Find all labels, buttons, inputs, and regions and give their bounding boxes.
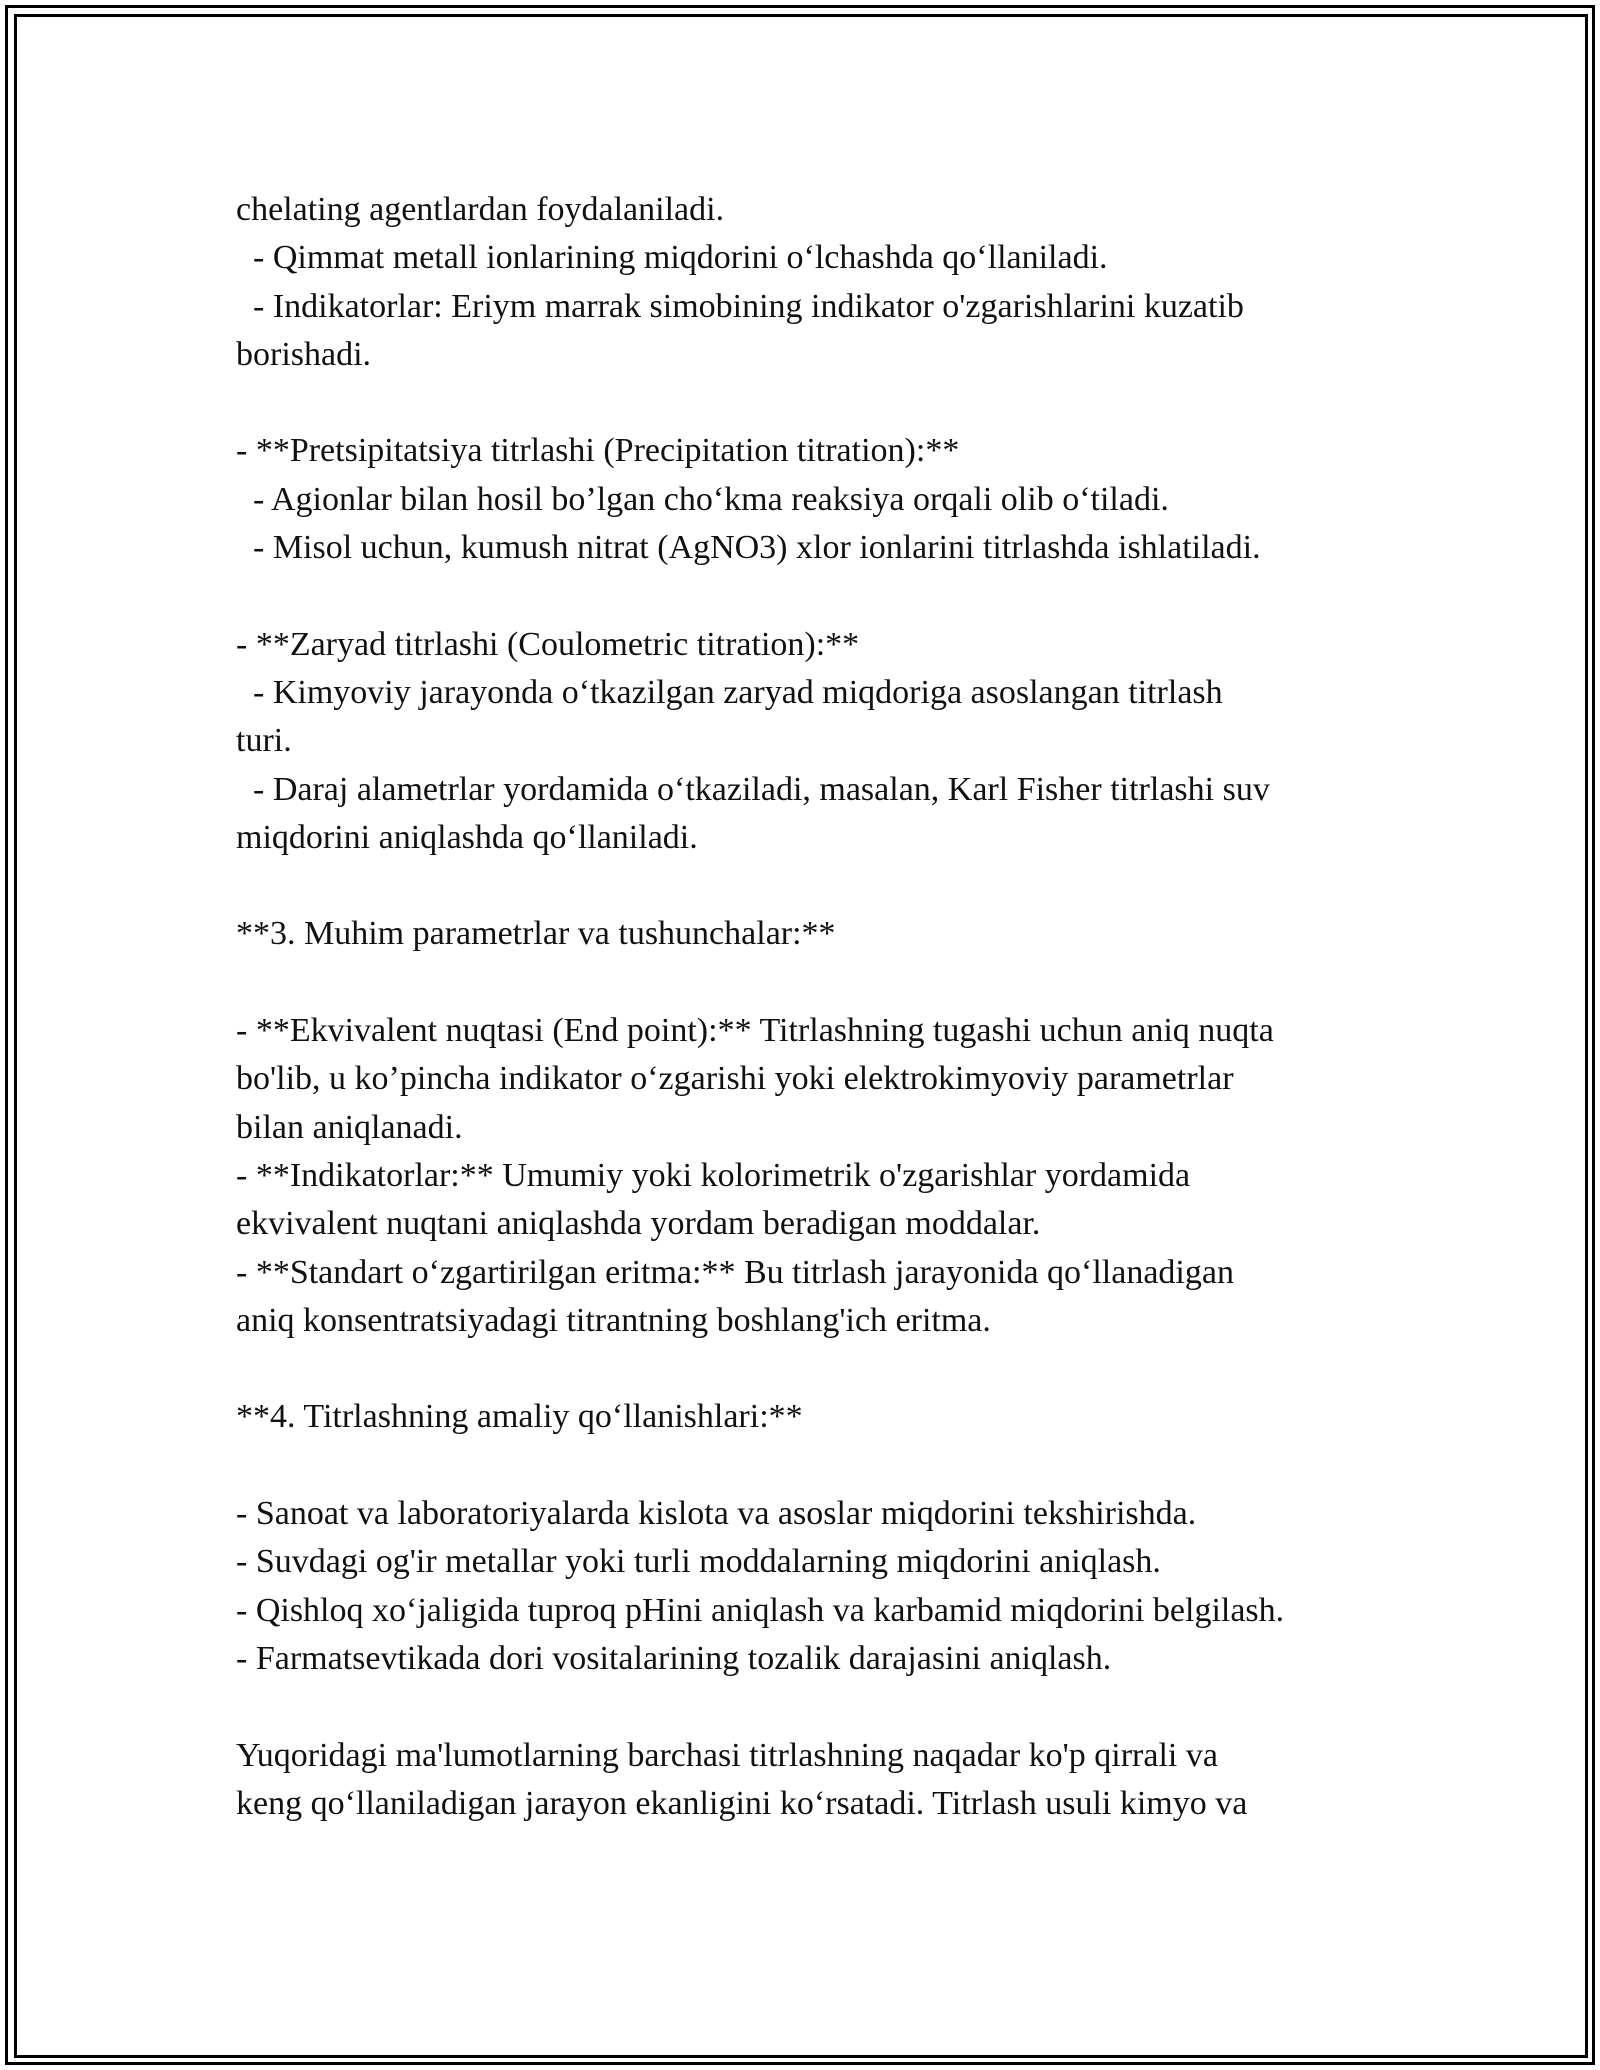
text-line: - **Zaryad titrlashi (Coulometric titration):** <box>236 625 860 663</box>
text-line <box>236 1345 1436 1393</box>
text-line: **4. Titrlashning amaliy qo‘llanishlari:** <box>236 1398 803 1436</box>
text-line: miqdorini aniqlashda qo‘llaniladi. <box>236 818 698 856</box>
text-line <box>236 862 1436 910</box>
text-line: chelating agentlardan foydalaniladi. <box>236 191 725 228</box>
text-line: - Sanoat va laboratoriyalarda kislota va asoslar miqdorini tekshirishda. <box>236 1495 1197 1533</box>
text-line <box>236 959 1436 1007</box>
text-line <box>236 379 1436 427</box>
text-line: turi. <box>236 722 292 760</box>
text-line: bo'lib, u ko’pincha indikator o‘zgarishi yoki elektrokimyoviy parametrlar <box>236 1060 1234 1098</box>
text-line: - Daraj alametrlar yordamida o‘tkaziladi, masalan, Karl Fisher titrlashi suv <box>236 770 1270 808</box>
text-line: - **Ekvivalent nuqtasi (End point):** Titrlashning tugashi uchun aniq nuqta <box>236 1012 1274 1050</box>
text-line: - Farmatsevtikada dori vositalarining tozalik darajasini aniqlash. <box>236 1639 1112 1677</box>
text-line: Yuqoridagi ma'lumotlarning barchasi titrlashning naqadar ko'p qirrali va <box>236 1736 1218 1774</box>
text-line: **3. Muhim parametrlar va tushunchalar:** <box>236 915 836 953</box>
text-line: ekvivalent nuqtani aniqlashda yordam beradigan moddalar. <box>236 1205 1041 1243</box>
text-line <box>236 1442 1436 1490</box>
text-line: - Kimyoviy jarayonda o‘tkazilgan zaryad miqdoriga asoslangan titrlash <box>236 673 1223 711</box>
text-line <box>236 572 1436 620</box>
text-line: borishadi. <box>236 335 372 373</box>
text-line: - Suvdagi og'ir metallar yoki turli moddalarning miqdorini aniqlash. <box>236 1543 1161 1581</box>
text-line: - Misol uchun, kumush nitrat (AgNO3) xlor ionlarini titrlashda ishlatiladi. <box>236 529 1261 567</box>
text-line <box>236 1683 1436 1731</box>
document-body <box>236 186 1436 1828</box>
text-line: - **Pretsipitatsiya titrlashi (Precipitation titration):** <box>236 432 960 470</box>
text-line: - **Indikatorlar:** Umumiy yoki kolorimetrik o'zgarishlar yordamida <box>236 1156 1191 1194</box>
text-line: keng qo‘llaniladigan jarayon ekanligini ko‘rsatadi. Titrlash usuli kimyo va <box>236 1784 1248 1822</box>
text-line: bilan aniqlanadi. <box>236 1108 463 1146</box>
text-line: - **Standart o‘zgartirilgan eritma:** Bu titrlash jarayonida qo‘llanadigan <box>236 1253 1234 1291</box>
text-line: - Qimmat metall ionlarining miqdorini o‘lchashda qo‘llaniladi. <box>236 239 1108 277</box>
text-line: - Agionlar bilan hosil bo’lgan cho‘kma reaksiya orqali olib o‘tiladi. <box>236 480 1169 518</box>
text-line: - Indikatorlar: Eriym marrak simobining indikator o'zgarishlarini kuzatib <box>236 287 1244 325</box>
text-line: - Qishloq xo‘jaligida tuproq pHini aniqlash va karbamid miqdorini belgilash. <box>236 1591 1285 1629</box>
text-line: aniq konsentratsiyadagi titrantning boshlang'ich eritma. <box>236 1301 991 1339</box>
